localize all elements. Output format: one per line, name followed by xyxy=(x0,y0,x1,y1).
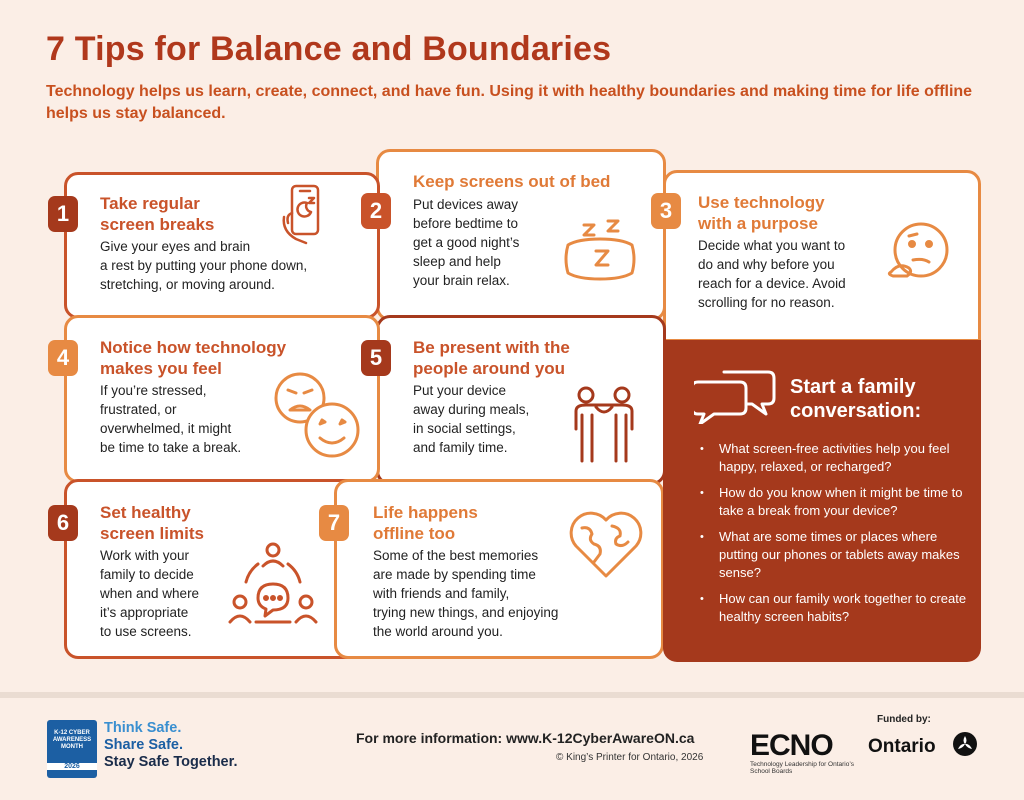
phone-sleep-icon xyxy=(280,183,330,245)
heart-globe-icon xyxy=(566,506,646,580)
tip-1-title: Take regular screen breaks xyxy=(100,194,215,234)
family-conversation-title: Start a family conversation: xyxy=(790,376,922,422)
tip-number-4: 4 xyxy=(48,340,78,376)
tip-6-title: Set healthy screen limits xyxy=(100,503,204,543)
slogan-line-3: Stay Safe Together. xyxy=(104,754,238,770)
tip-4-body: If you’re stressed, frustrated, or overwhelmed, it might be time to take a break. xyxy=(100,383,242,455)
page-title: 7 Tips for Balance and Boundaries xyxy=(46,30,612,68)
copyright: © King’s Printer for Ontario, 2026 xyxy=(556,752,704,763)
emotion-faces-icon xyxy=(272,370,364,462)
tip-number-3: 3 xyxy=(651,193,681,229)
tip-3-title: Use technology with a purpose xyxy=(698,193,825,233)
tip-6-body: Work with your family to decide when and where it’s appropriate to use screens. xyxy=(100,548,200,639)
tip-4-title: Notice how technology makes you feel xyxy=(100,338,287,378)
tip-number-5: 5 xyxy=(361,340,391,376)
list-item: • What are some times or places where putting our phones or tablets away makes sense? xyxy=(697,528,969,582)
list-item: • What screen-free activities help you feel happy, relaxed, or recharged? xyxy=(697,440,969,476)
tip-7-body: Some of the best memories are made by spending time with friends and family, trying new things, and enjoying the world around you. xyxy=(373,548,559,639)
more-info-link[interactable]: For more information: www.K-12CyberAwareON.ca xyxy=(356,730,695,746)
cyber-awareness-badge: K-12 CYBER AWARENESS MONTH 2026 xyxy=(47,720,97,778)
list-item: • How do you know when it might be time to take a break from your device? xyxy=(697,484,969,520)
tip-number-7: 7 xyxy=(319,505,349,541)
tip-number-1: 1 xyxy=(48,196,78,232)
tip-3-body: Decide what you want to do and why before you reach for a device. Avoid scrolling for no reason. xyxy=(698,238,846,310)
tip-7-title: Life happens offline too xyxy=(373,503,478,543)
speech-bubbles-icon xyxy=(694,364,778,424)
tip-number-6: 6 xyxy=(48,505,78,541)
slogan-line-1: Think Safe. xyxy=(104,720,182,736)
tip-5-title: Be present with the people around you xyxy=(413,338,570,378)
family-discussion-icon xyxy=(228,542,318,628)
tip-2-title: Keep screens out of bed xyxy=(413,172,611,191)
ecno-tagline: Technology Leadership for Ontario’s School Boards xyxy=(750,761,854,775)
tip-number-2: 2 xyxy=(361,193,391,229)
tip-1-body: Give your eyes and brain a rest by putting your phone down, stretching, or moving around. xyxy=(100,239,308,292)
page-subtitle: Technology helps us learn, create, connect, and have fun. Using it with healthy boundaries and making time for life offline helps us stay balanced. xyxy=(46,83,973,122)
ecno-logo: ECNO xyxy=(750,729,833,762)
pillow-icon xyxy=(560,215,640,285)
trillium-icon xyxy=(952,731,978,757)
ontario-logo: Ontario xyxy=(868,736,936,757)
tip-2-body: Put devices away before bedtime to get a good night’s sleep and help your brain relax. xyxy=(413,197,520,288)
slogan-line-2: Share Safe. xyxy=(104,737,183,753)
thinking-face-icon xyxy=(885,220,951,292)
funded-by-label: Funded by: xyxy=(877,714,931,725)
list-item: • How can our family work together to create healthy screen habits? xyxy=(697,590,969,626)
tip-5-body: Put your device away during meals, in social settings, and family time. xyxy=(413,383,530,455)
family-question-list xyxy=(697,440,969,634)
people-icon xyxy=(568,385,640,465)
